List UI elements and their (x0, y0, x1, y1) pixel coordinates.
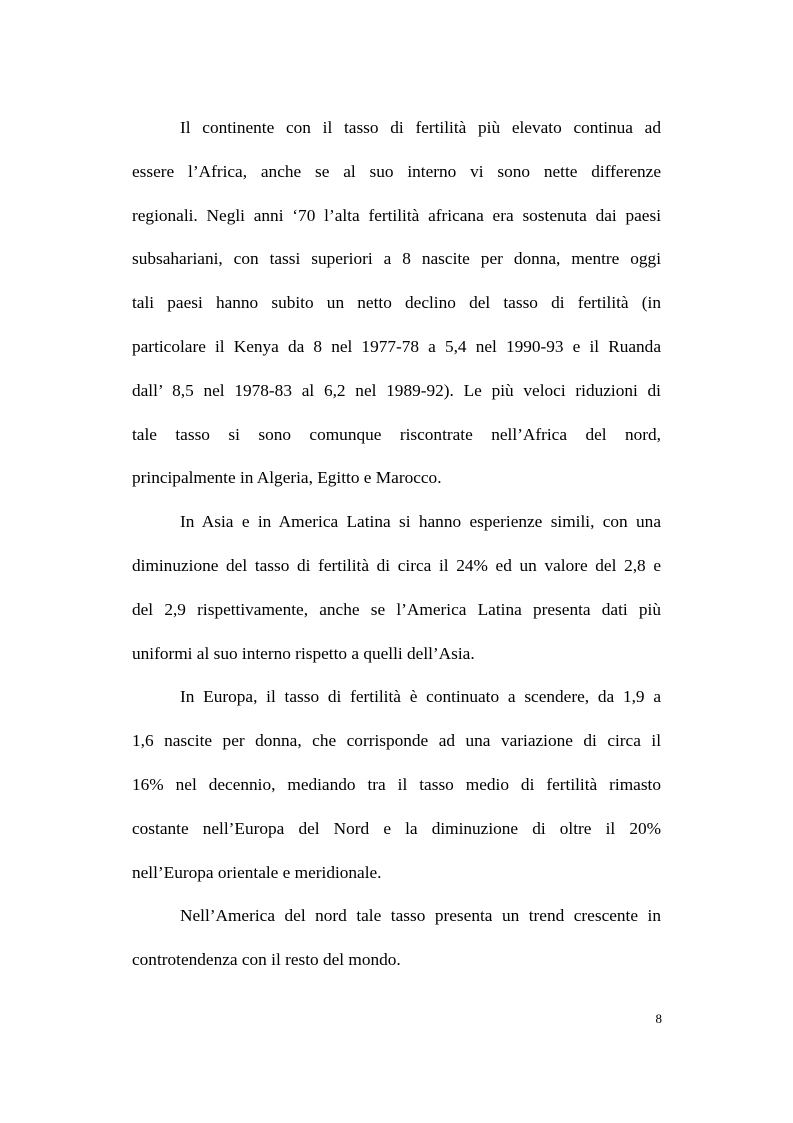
body-text (132, 106, 661, 982)
text-line: subsahariani, con tassi superiori a 8 nascite per donna, mentre oggi (132, 249, 661, 269)
text-line: 16% nel decennio, mediando tra il tasso medio di fertilità rimasto (132, 774, 661, 794)
text-line: Nell’America del nord tale tasso presenta un trend crescente in (180, 906, 661, 926)
paragraph-africa (132, 106, 661, 500)
text-line: regionali. Negli anni ‘70 l’alta fertilità africana era sostenuta dai paesi (132, 205, 661, 225)
text-line: tale tasso si sono comunque riscontrate nell’Africa del nord, (132, 424, 661, 444)
paragraph-europe (132, 675, 661, 894)
text-line: principalmente in Algeria, Egitto e Marocco. (132, 468, 442, 488)
text-line: nell’Europa orientale e meridionale. (132, 862, 382, 882)
page-number: 8 (655, 1011, 662, 1026)
text-line: diminuzione del tasso di fertilità di circa il 24% ed un valore del 2,8 e (132, 555, 661, 575)
text-line: uniformi al suo interno rispetto a quelli dell’Asia. (132, 643, 475, 663)
text-line: controtendenza con il resto del mondo. (132, 950, 401, 970)
text-line: Il continente con il tasso di fertilità più elevato continua ad (180, 118, 661, 137)
paragraph-asia-latin-america (132, 500, 661, 675)
text-line: dall’ 8,5 nel 1978-83 al 6,2 nel 1989-92). Le più veloci riduzioni di (132, 380, 661, 400)
text-line: essere l’Africa, anche se al suo interno vi sono nette differenze (132, 161, 661, 181)
text-line: del 2,9 rispettivamente, anche se l’America Latina presenta dati più (132, 599, 661, 619)
text-line: costante nell’Europa del Nord e la diminuzione di oltre il 20% (132, 818, 661, 838)
text-line: In Europa, il tasso di fertilità è continuato a scendere, da 1,9 a (180, 687, 661, 707)
text-line: particolare il Kenya da 8 nel 1977-78 a 5,4 nel 1990-93 e il Ruanda (132, 336, 661, 356)
text-line: tali paesi hanno subito un netto declino del tasso di fertilità (in (132, 293, 661, 313)
text-line: 1,6 nascite per donna, che corrisponde ad una variazione di circa il (132, 731, 661, 751)
text-line: In Asia e in America Latina si hanno esperienze simili, con una (180, 512, 661, 532)
paragraph-north-america (132, 894, 661, 982)
